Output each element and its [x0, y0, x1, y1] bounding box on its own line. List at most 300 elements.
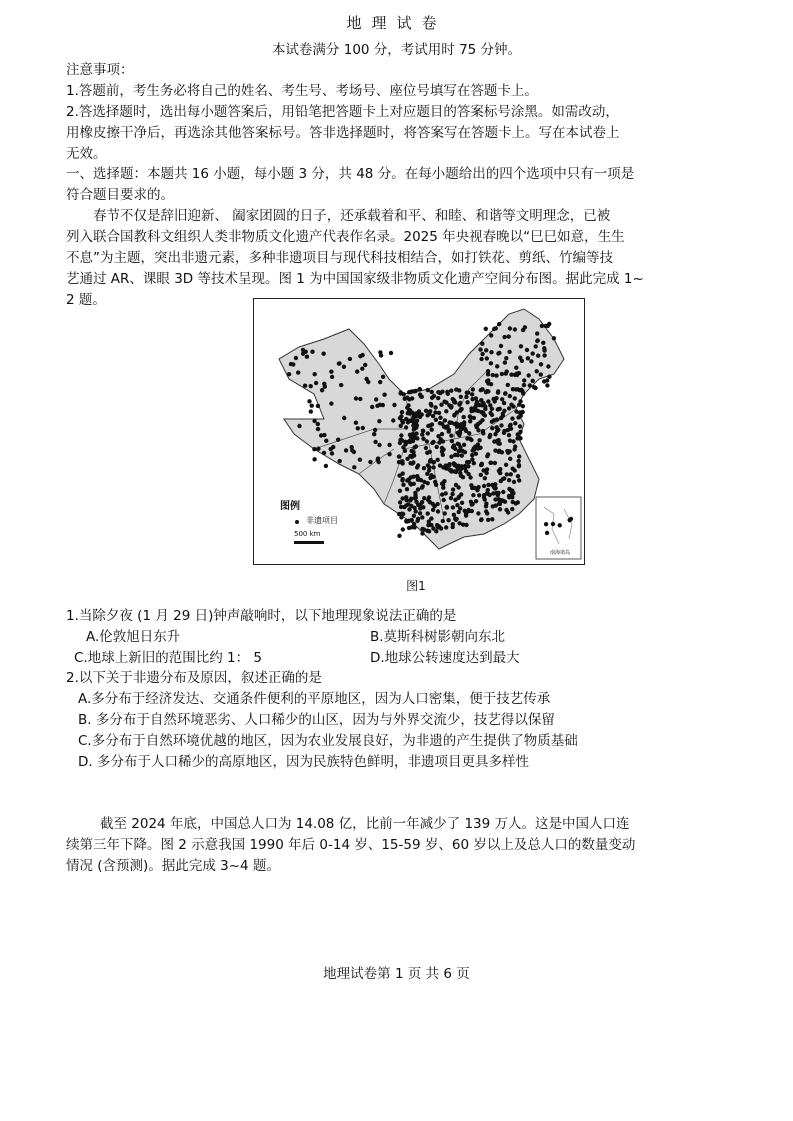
heritage-dot [449, 389, 453, 393]
heritage-dot [488, 433, 492, 437]
heritage-dot [471, 493, 475, 497]
heritage-dot [339, 383, 343, 387]
heritage-dot [443, 418, 447, 422]
heritage-dot [459, 464, 463, 468]
heritage-dot [479, 473, 483, 477]
heritage-dot [430, 428, 434, 432]
heritage-dot [410, 411, 414, 415]
heritage-dot [480, 352, 484, 356]
heritage-dot [296, 370, 300, 374]
heritage-dot [415, 418, 419, 422]
heritage-dot [474, 499, 478, 503]
heritage-dot [451, 397, 455, 401]
heritage-dot [360, 353, 364, 357]
heritage-dot [495, 364, 499, 368]
heritage-dot [378, 350, 382, 354]
heritage-dot [518, 424, 522, 428]
heritage-dot [486, 518, 490, 522]
heritage-dot [514, 387, 518, 391]
heritage-dot [454, 517, 458, 521]
heritage-dot [287, 372, 291, 376]
heritage-dot [441, 453, 445, 457]
heritage-dot [452, 513, 456, 517]
heritage-dot [457, 388, 461, 392]
heritage-dot [338, 459, 342, 463]
heritage-dot [415, 423, 419, 427]
heritage-dot [494, 396, 498, 400]
heritage-dot [436, 458, 440, 462]
heritage-dot [489, 361, 493, 365]
heritage-dot [509, 472, 513, 476]
heritage-dot [297, 424, 301, 428]
heritage-dot [387, 452, 391, 456]
heritage-dot [377, 443, 381, 447]
heritage-dot [330, 375, 334, 379]
heritage-dot [513, 468, 517, 472]
heritage-dot [406, 411, 410, 415]
heritage-dot [510, 507, 514, 511]
heritage-dot [381, 375, 385, 379]
heritage-dot [490, 517, 494, 521]
heritage-dot [498, 467, 502, 471]
heritage-dot [363, 363, 367, 367]
heritage-dot [309, 384, 313, 388]
heritage-dot [526, 356, 530, 360]
heritage-dot [484, 327, 488, 331]
heritage-dot [405, 478, 409, 482]
heritage-dot [442, 479, 446, 483]
heritage-dot [370, 405, 374, 409]
heritage-dot [506, 383, 510, 387]
heritage-dot [529, 359, 533, 363]
heritage-dot [408, 390, 412, 394]
heritage-dot [496, 428, 500, 432]
heritage-dot [428, 459, 432, 463]
heritage-dot [446, 518, 450, 522]
passage-line: 春节不仅是辞旧迎新、 阖家团圆的日子，还承载着和平、和睦、和谐等文明理念，已被 [93, 208, 611, 224]
heritage-dot [426, 388, 430, 392]
heritage-dot [516, 474, 520, 478]
heritage-dot [322, 352, 326, 356]
inset-label: 南海诸岛 [550, 550, 571, 556]
heritage-dot [462, 443, 466, 447]
heritage-dot [415, 519, 419, 523]
heritage-dot [484, 504, 488, 508]
q2-option-a: A.多分布于经济发达、交通条件便利的平原地区，因为人口密集，便于技艺传承 [78, 691, 551, 707]
heritage-dot [542, 346, 546, 350]
question-2-stem: 2.以下关于非遗分布及原因，叙述正确的是 [66, 670, 322, 686]
heritage-dot [500, 372, 504, 376]
q1-option-d: D.地球公转速度达到最大 [370, 650, 520, 666]
heritage-dot [436, 509, 440, 513]
heritage-dot [507, 478, 511, 482]
heritage-dot [433, 410, 437, 414]
heritage-dot [483, 413, 487, 417]
heritage-dot [486, 488, 490, 492]
heritage-dot [514, 501, 518, 505]
heritage-dot [418, 387, 422, 391]
heritage-dot [519, 344, 523, 348]
heritage-dot [420, 531, 424, 535]
heritage-dot [482, 484, 486, 488]
heritage-dot [408, 498, 412, 502]
heritage-dot [476, 428, 480, 432]
heritage-dot [496, 389, 500, 393]
heritage-dot [392, 403, 396, 407]
heritage-dot [497, 322, 501, 326]
heritage-dot [428, 500, 432, 504]
heritage-dot [437, 524, 441, 528]
heritage-dot [412, 427, 416, 431]
heritage-dot [517, 403, 521, 407]
heritage-dot [533, 386, 537, 390]
heritage-dot [493, 448, 497, 452]
heritage-dot [400, 478, 404, 482]
heritage-dot [378, 380, 382, 384]
heritage-dot [451, 505, 455, 509]
heritage-dot [479, 398, 483, 402]
heritage-dot [366, 380, 370, 384]
heritage-dot [477, 438, 481, 442]
heritage-dot [322, 382, 326, 386]
heritage-dot [546, 364, 550, 368]
heritage-dot [449, 455, 453, 459]
heritage-dot [401, 527, 405, 531]
heritage-dot [484, 509, 488, 513]
heritage-dot [500, 450, 504, 454]
heritage-dot [462, 420, 466, 424]
heritage-dot [412, 525, 416, 529]
heritage-dot [558, 523, 562, 527]
heritage-dot [472, 461, 476, 465]
heritage-dot [480, 462, 484, 466]
heritage-dot [454, 421, 458, 425]
heritage-dot [552, 336, 556, 340]
heritage-dot [491, 373, 495, 377]
heritage-dot [414, 509, 418, 513]
heritage-dot [545, 531, 549, 535]
heritage-dot [466, 508, 470, 512]
heritage-dot [387, 443, 391, 447]
heritage-dot [479, 357, 483, 361]
heritage-dot [431, 508, 435, 512]
heritage-dot [336, 438, 340, 442]
heritage-dot [450, 439, 454, 443]
heritage-dot [400, 410, 404, 414]
scale-bar [294, 541, 324, 544]
heritage-dot [517, 454, 521, 458]
heritage-dot [500, 397, 504, 401]
heritage-dot [403, 397, 407, 401]
heritage-dot [404, 417, 408, 421]
heritage-dot [472, 416, 476, 420]
note-line: 用橡皮擦干净后，再选涂其他答案标号。答非选择题时，将答案写在答题卡上。写在本试卷上 [66, 125, 620, 141]
heritage-dot [479, 518, 483, 522]
heritage-dot [513, 444, 517, 448]
heritage-dot [493, 486, 497, 490]
passage2-line: 续第三年下降。图 2 示意我国 1990 年后 0-14 岁、15-59 岁、60 岁以上及总人口的数量变动 [66, 837, 636, 853]
heritage-dot [458, 409, 462, 413]
heritage-dot [476, 422, 480, 426]
heritage-dot [410, 518, 414, 522]
heritage-dot [329, 401, 333, 405]
heritage-dot [490, 413, 494, 417]
heritage-dot [511, 404, 515, 408]
heritage-dot [478, 347, 482, 351]
heritage-dot [493, 461, 497, 465]
heritage-dot [463, 509, 467, 513]
heritage-dot [503, 360, 507, 364]
passage-line: 不息”为主题，突出非遗元素，多种非遗项目与现代科技相结合，如打铁花、剪纸、竹编等技 [66, 250, 613, 266]
heritage-dot [429, 473, 433, 477]
heritage-dot [542, 353, 546, 357]
heritage-dot [424, 409, 428, 413]
heritage-dot [545, 383, 549, 387]
heritage-dot [404, 519, 408, 523]
heritage-dot [314, 381, 318, 385]
heritage-dot [404, 503, 408, 507]
heritage-dot [497, 351, 501, 355]
heritage-dot [508, 457, 512, 461]
heritage-dot [443, 511, 447, 515]
heritage-dot [426, 511, 430, 515]
heritage-dot [464, 469, 468, 473]
heritage-dot [508, 424, 512, 428]
heritage-dot [426, 431, 430, 435]
heritage-dot [539, 372, 543, 376]
heritage-dot [468, 415, 472, 419]
note-line: 无效。 [66, 146, 107, 162]
heritage-dot [496, 441, 500, 445]
heritage-dot [463, 427, 467, 431]
heritage-dot [431, 465, 435, 469]
heritage-dot [456, 453, 460, 457]
heritage-dot [316, 447, 320, 451]
heritage-dot [513, 396, 517, 400]
heritage-dot [535, 339, 539, 343]
heritage-dot [464, 395, 468, 399]
heritage-dot [490, 426, 494, 430]
heritage-dot [510, 416, 514, 420]
heritage-dot [504, 356, 508, 360]
heritage-dot [421, 484, 425, 488]
heritage-dot [465, 400, 469, 404]
heritage-dot [312, 457, 316, 461]
heritage-dot [449, 496, 453, 500]
heritage-dot [435, 502, 439, 506]
heritage-dot [309, 409, 313, 413]
heritage-dot [534, 344, 538, 348]
heritage-dot [507, 334, 511, 338]
heritage-dot [476, 442, 480, 446]
q2-option-b: B. 多分布于自然环境恶劣、人口稀少的山区，因为与外界交流少，技艺得以保留 [78, 712, 555, 728]
heritage-dot [535, 331, 539, 335]
heritage-dot [313, 372, 317, 376]
heritage-dot [398, 500, 402, 504]
heritage-dot [477, 493, 481, 497]
heritage-dot [400, 496, 404, 500]
heritage-dot [356, 426, 360, 430]
heritage-dot [505, 369, 509, 373]
heritage-dot [445, 505, 449, 509]
heritage-dot [488, 403, 492, 407]
heritage-dot [517, 478, 521, 482]
heritage-dot [408, 439, 412, 443]
heritage-dot [377, 419, 381, 423]
heritage-dot [289, 362, 293, 366]
heritage-dot [471, 387, 475, 391]
heritage-dot [444, 425, 448, 429]
heritage-dot [418, 511, 422, 515]
heritage-dot [484, 471, 488, 475]
heritage-dot [501, 412, 505, 416]
heritage-dot [399, 433, 403, 437]
heritage-dot [499, 423, 503, 427]
heritage-dot [429, 523, 433, 527]
heritage-dot [498, 502, 502, 506]
heritage-dot [337, 361, 341, 365]
heritage-dot [316, 404, 320, 408]
heritage-dot [459, 474, 463, 478]
heritage-dot [460, 453, 464, 457]
heritage-dot [515, 371, 519, 375]
heritage-dot [453, 462, 457, 466]
heritage-dot [391, 418, 395, 422]
heritage-dot [452, 413, 456, 417]
heritage-dot [484, 348, 488, 352]
q1-option-c: C.地球上新旧的范围比约 1： 5 [74, 650, 262, 666]
heritage-dot [502, 476, 506, 480]
heritage-dot [399, 391, 403, 395]
passage2-line: 截至 2024 年底，中国总人口为 14.08 亿，比前一年减少了 139 万人。这是中国人口连 [100, 816, 630, 832]
heritage-dot [417, 409, 421, 413]
heritage-dot [527, 373, 531, 377]
heritage-dot [427, 468, 431, 472]
heritage-dot [414, 500, 418, 504]
heritage-dot [414, 444, 418, 448]
heritage-dot [457, 495, 461, 499]
heritage-dot [431, 414, 435, 418]
heritage-dot [355, 369, 359, 373]
heritage-dot [476, 446, 480, 450]
heritage-dot [405, 457, 409, 461]
heritage-dot [469, 406, 473, 410]
heritage-dot [449, 405, 453, 409]
heritage-dot [480, 387, 484, 391]
heritage-dot [435, 445, 439, 449]
heritage-dot [305, 355, 309, 359]
heritage-dot [498, 407, 502, 411]
heritage-dot [493, 482, 497, 486]
heritage-dot [382, 393, 386, 397]
q2-option-d: D. 多分布于人口稀少的高原地区，因为民族特色鲜明，非遗项目更具多样性 [78, 754, 529, 770]
heritage-dot [486, 372, 490, 376]
heritage-dot [456, 442, 460, 446]
heritage-dot [449, 434, 453, 438]
passage2-line: 情况 (含预测)。据此完成 3~4 题。 [66, 858, 280, 874]
heritage-dot [513, 327, 517, 331]
heritage-dot [486, 452, 490, 456]
exam-title: 地理试卷 [346, 14, 447, 32]
heritage-dot [475, 488, 479, 492]
heritage-dot [483, 476, 487, 480]
heritage-dot [470, 457, 474, 461]
heritage-dot [429, 402, 433, 406]
heritage-dot [502, 401, 506, 405]
heritage-dot [544, 522, 548, 526]
heritage-dot [440, 390, 444, 394]
heritage-dot [411, 453, 415, 457]
heritage-dot [509, 373, 513, 377]
heritage-dot [477, 403, 481, 407]
heritage-dot [450, 492, 454, 496]
heritage-dot [381, 403, 385, 407]
heritage-dot [398, 416, 402, 420]
heritage-dot [540, 324, 544, 328]
heritage-dot [330, 451, 334, 455]
heritage-dot [424, 446, 428, 450]
heritage-dot [312, 419, 316, 423]
heritage-dot [421, 429, 425, 433]
heritage-dot [502, 335, 506, 339]
heritage-dot [438, 421, 442, 425]
heritage-dot [501, 490, 505, 494]
heritage-dot [303, 384, 307, 388]
q2-option-c: C.多分布于自然环境优越的地区，因为农业发展良好，为非遗的产生提供了物质基础 [78, 733, 578, 749]
heritage-dot [518, 430, 522, 434]
heritage-dot [358, 397, 362, 401]
heritage-dot [426, 463, 430, 467]
heritage-dot [457, 402, 461, 406]
q1-option-b: B.莫斯科树影朝向东北 [370, 629, 506, 645]
heritage-dot [531, 379, 535, 383]
heritage-dot [507, 487, 511, 491]
heritage-dot [541, 341, 545, 345]
heritage-dot [496, 497, 500, 501]
heritage-dot [528, 383, 532, 387]
heritage-dot [342, 365, 346, 369]
heritage-dot [517, 459, 521, 463]
heritage-dot [521, 328, 525, 332]
heritage-dot [411, 460, 415, 464]
heritage-dot [445, 390, 449, 394]
heritage-dot [491, 491, 495, 495]
heritage-dot [480, 342, 484, 346]
heritage-dot [442, 400, 446, 404]
heritage-dot [481, 431, 485, 435]
heritage-dot [568, 518, 572, 522]
figure-1-map [253, 298, 585, 565]
heritage-dot [410, 396, 414, 400]
heritage-dot [521, 391, 525, 395]
passage-line: 2 题。 [66, 292, 106, 308]
heritage-dot [419, 478, 423, 482]
heritage-dot [490, 420, 494, 424]
heritage-dot [415, 465, 419, 469]
china-map-graphic [254, 299, 584, 564]
heritage-dot [418, 502, 422, 506]
heritage-dot [496, 491, 500, 495]
heritage-dot [503, 392, 507, 396]
heritage-dot [476, 511, 480, 515]
heritage-dot [376, 456, 380, 460]
heritage-dot [430, 390, 434, 394]
heritage-dot [399, 438, 403, 442]
page-footer: 地理试卷第 1 页 共 6 页 [323, 966, 470, 982]
heritage-dot [348, 357, 352, 361]
heritage-dot [422, 496, 426, 500]
heritage-dot [482, 495, 486, 499]
